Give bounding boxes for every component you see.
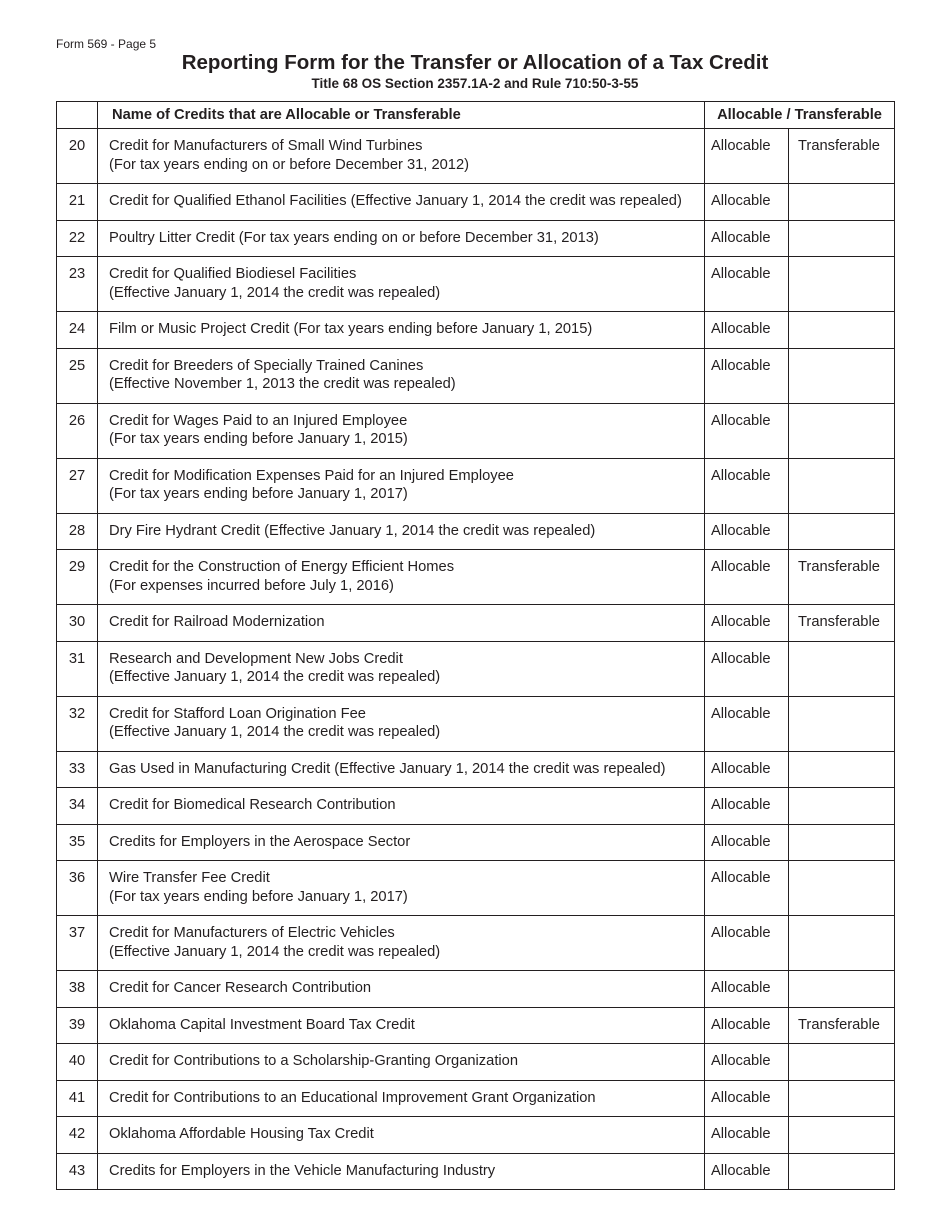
allocable-cell: Allocable — [705, 348, 789, 403]
row-number: 29 — [57, 550, 98, 605]
table-row — [57, 1007, 895, 1044]
table-row — [57, 550, 895, 605]
allocable-cell: Allocable — [705, 513, 789, 550]
table-row — [57, 312, 895, 349]
credit-name — [98, 605, 705, 642]
credit-name-line: (For tax years ending before January 1, 2015) — [109, 431, 408, 447]
credit-name-line: Credit for Manufacturers of Electric Vehicles — [109, 925, 395, 941]
credit-name-line: Credits for Employers in the Aerospace Sector — [109, 833, 411, 850]
table-row — [57, 458, 895, 513]
credit-name-line: Wire Transfer Fee Credit — [109, 870, 270, 886]
credit-name — [98, 257, 705, 312]
table-row — [57, 348, 895, 403]
credit-name-line: Credit for Biomedical Research Contribution — [109, 797, 396, 813]
credit-name-line: Credit for Stafford Loan Origination Fee — [109, 705, 366, 722]
credit-name — [98, 1044, 705, 1081]
row-number: 36 — [57, 861, 98, 916]
allocable-cell: Allocable — [705, 1007, 789, 1044]
table-row — [57, 696, 895, 751]
row-number: 21 — [57, 184, 98, 221]
credit-name-line: (Effective January 1, 2014 the credit was repealed) — [109, 669, 441, 685]
row-number: 22 — [57, 220, 98, 257]
transferable-cell — [789, 184, 895, 221]
credits-table — [56, 101, 895, 1190]
transferable-cell: Transferable — [789, 550, 895, 605]
allocable-cell: Allocable — [705, 184, 789, 221]
credit-name — [98, 348, 705, 403]
transferable-cell — [789, 696, 895, 751]
credit-name — [98, 550, 705, 605]
allocable-cell: Allocable — [705, 861, 789, 916]
allocable-cell: Allocable — [705, 1044, 789, 1081]
credit-name-line: Credits for Employers in the Vehicle Manufacturing Industry — [109, 1162, 496, 1179]
row-number: 28 — [57, 513, 98, 550]
form-subtitle: Title 68 OS Section 2357.1A-2 and Rule 710:50-3-55 — [311, 76, 639, 91]
credit-name — [98, 1080, 705, 1117]
row-number: 33 — [57, 751, 98, 788]
transferable-cell: Transferable — [789, 129, 895, 184]
credit-name — [98, 971, 705, 1008]
allocable-cell: Allocable — [705, 916, 789, 971]
allocable-cell: Allocable — [705, 605, 789, 642]
credit-name-line: Oklahoma Capital Investment Board Tax Credit — [109, 1016, 415, 1033]
row-number: 34 — [57, 788, 98, 825]
header-credit-name: Name of Credits that are Allocable or Transferable — [98, 102, 705, 129]
transferable-cell — [789, 257, 895, 312]
transferable-cell — [789, 1080, 895, 1117]
row-number: 24 — [57, 312, 98, 349]
credit-name — [98, 788, 705, 825]
transferable-cell — [789, 220, 895, 257]
transferable-cell — [789, 458, 895, 513]
credit-name-line: (For tax years ending before January 1, 2017) — [109, 888, 408, 905]
row-number: 30 — [57, 605, 98, 642]
credit-name-line: Credit for Qualified Biodiesel Facilities — [109, 266, 357, 282]
transferable-cell — [789, 788, 895, 825]
credit-name — [98, 184, 705, 221]
table-row — [57, 824, 895, 861]
credit-name — [98, 1007, 705, 1044]
table-row — [57, 1044, 895, 1081]
table-header-row — [57, 102, 895, 129]
credit-name-line: Credit for Contributions to an Educational Improvement Grant Organization — [109, 1089, 596, 1106]
credit-name — [98, 220, 705, 257]
allocable-cell: Allocable — [705, 696, 789, 751]
credit-name-line: Credit for Railroad Modernization — [109, 614, 325, 630]
transferable-cell — [789, 751, 895, 788]
row-number: 27 — [57, 458, 98, 513]
table-row — [57, 971, 895, 1008]
transferable-cell — [789, 824, 895, 861]
credit-name — [98, 312, 705, 349]
row-number: 38 — [57, 971, 98, 1008]
allocable-cell: Allocable — [705, 641, 789, 696]
credit-name-line: (Effective January 1, 2014 the credit was repealed) — [109, 284, 441, 301]
table-row — [57, 751, 895, 788]
form-page-label: Form 569 - Page 5 — [56, 37, 157, 51]
header-allocable-transferable: Allocable / Transferable — [705, 102, 895, 129]
allocable-cell: Allocable — [705, 971, 789, 1008]
row-number: 20 — [57, 129, 98, 184]
row-number: 32 — [57, 696, 98, 751]
transferable-cell: Transferable — [789, 605, 895, 642]
table-row — [57, 129, 895, 184]
allocable-cell: Allocable — [705, 751, 789, 788]
header-number — [57, 102, 98, 129]
allocable-cell: Allocable — [705, 1117, 789, 1154]
credit-name — [98, 824, 705, 861]
table-row — [57, 788, 895, 825]
allocable-cell: Allocable — [705, 220, 789, 257]
allocable-cell: Allocable — [705, 458, 789, 513]
credit-name — [98, 751, 705, 788]
table-row — [57, 1117, 895, 1154]
credit-name — [98, 1117, 705, 1154]
table-row — [57, 605, 895, 642]
transferable-cell — [789, 641, 895, 696]
credit-name-line: Oklahoma Affordable Housing Tax Credit — [109, 1126, 374, 1142]
credit-name-line: Credit for the Construction of Energy Efficient Homes — [109, 559, 455, 575]
row-number: 31 — [57, 641, 98, 696]
transferable-cell — [789, 348, 895, 403]
credit-name-line: (Effective January 1, 2014 the credit was repealed) — [109, 943, 441, 960]
credit-name — [98, 513, 705, 550]
row-number: 43 — [57, 1153, 98, 1190]
transferable-cell — [789, 403, 895, 458]
credit-name-line: Credit for Cancer Research Contribution — [109, 980, 372, 996]
credit-name-line: Research and Development New Jobs Credit — [109, 650, 403, 667]
transferable-cell — [789, 312, 895, 349]
credit-name-line: (Effective January 1, 2014 the credit was repealed) — [109, 724, 441, 740]
table-row — [57, 861, 895, 916]
transferable-cell — [789, 861, 895, 916]
credit-name-line: Film or Music Project Credit (For tax years ending before January 1, 2015) — [109, 321, 593, 337]
credit-name-line: (For expenses incurred before July 1, 2016) — [109, 577, 394, 594]
allocable-cell: Allocable — [705, 312, 789, 349]
credit-name — [98, 458, 705, 513]
allocable-cell: Allocable — [705, 257, 789, 312]
transferable-cell: Transferable — [789, 1007, 895, 1044]
row-number: 42 — [57, 1117, 98, 1154]
transferable-cell — [789, 1117, 895, 1154]
credit-name-line: Gas Used in Manufacturing Credit (Effective January 1, 2014 the credit was repealed) — [109, 760, 666, 777]
row-number: 41 — [57, 1080, 98, 1117]
table-row — [57, 184, 895, 221]
credit-name — [98, 641, 705, 696]
credit-name — [98, 696, 705, 751]
row-number: 26 — [57, 403, 98, 458]
row-number: 23 — [57, 257, 98, 312]
transferable-cell — [789, 971, 895, 1008]
transferable-cell — [789, 513, 895, 550]
credit-name-line: Credit for Wages Paid to an Injured Employee — [109, 412, 408, 429]
row-number: 40 — [57, 1044, 98, 1081]
allocable-cell: Allocable — [705, 824, 789, 861]
allocable-cell: Allocable — [705, 403, 789, 458]
credit-name-line: Dry Fire Hydrant Credit (Effective January 1, 2014 the credit was repealed) — [109, 522, 596, 539]
credit-name — [98, 916, 705, 971]
credit-name-line: Poultry Litter Credit (For tax years ending on or before December 31, 2013) — [109, 229, 599, 246]
credit-name — [98, 129, 705, 184]
credit-name-line: Credit for Qualified Ethanol Facilities (Effective January 1, 2014 the credit was repealed) — [109, 193, 682, 209]
table-row — [57, 641, 895, 696]
credit-name — [98, 403, 705, 458]
transferable-cell — [789, 916, 895, 971]
table-row — [57, 403, 895, 458]
credit-name — [98, 861, 705, 916]
credit-name-line: Credit for Breeders of Specially Trained Canines — [109, 357, 424, 374]
credit-name-line: (Effective November 1, 2013 the credit was repealed) — [109, 376, 456, 392]
form-title: Reporting Form for the Transfer or Allocation of a Tax Credit — [181, 51, 769, 74]
row-number: 37 — [57, 916, 98, 971]
credit-name-line: Credit for Manufacturers of Small Wind Turbines — [109, 138, 423, 154]
table-row — [57, 916, 895, 971]
allocable-cell: Allocable — [705, 550, 789, 605]
allocable-cell: Allocable — [705, 788, 789, 825]
row-number: 25 — [57, 348, 98, 403]
credit-name-line: Credit for Contributions to a Scholarship-Granting Organization — [109, 1053, 519, 1069]
credit-name-line: (For tax years ending before January 1, 2017) — [109, 486, 408, 502]
table-row — [57, 1153, 895, 1190]
table-row — [57, 220, 895, 257]
allocable-cell: Allocable — [705, 1080, 789, 1117]
table-body — [57, 129, 895, 1190]
table-row — [57, 257, 895, 312]
transferable-cell — [789, 1153, 895, 1190]
allocable-cell: Allocable — [705, 129, 789, 184]
transferable-cell — [789, 1044, 895, 1081]
row-number: 39 — [57, 1007, 98, 1044]
table-row — [57, 513, 895, 550]
row-number: 35 — [57, 824, 98, 861]
credit-name — [98, 1153, 705, 1190]
allocable-cell: Allocable — [705, 1153, 789, 1190]
credit-name-line: (For tax years ending on or before December 31, 2012) — [109, 156, 470, 173]
credit-name-line: Credit for Modification Expenses Paid for an Injured Employee — [109, 467, 514, 484]
table-row — [57, 1080, 895, 1117]
